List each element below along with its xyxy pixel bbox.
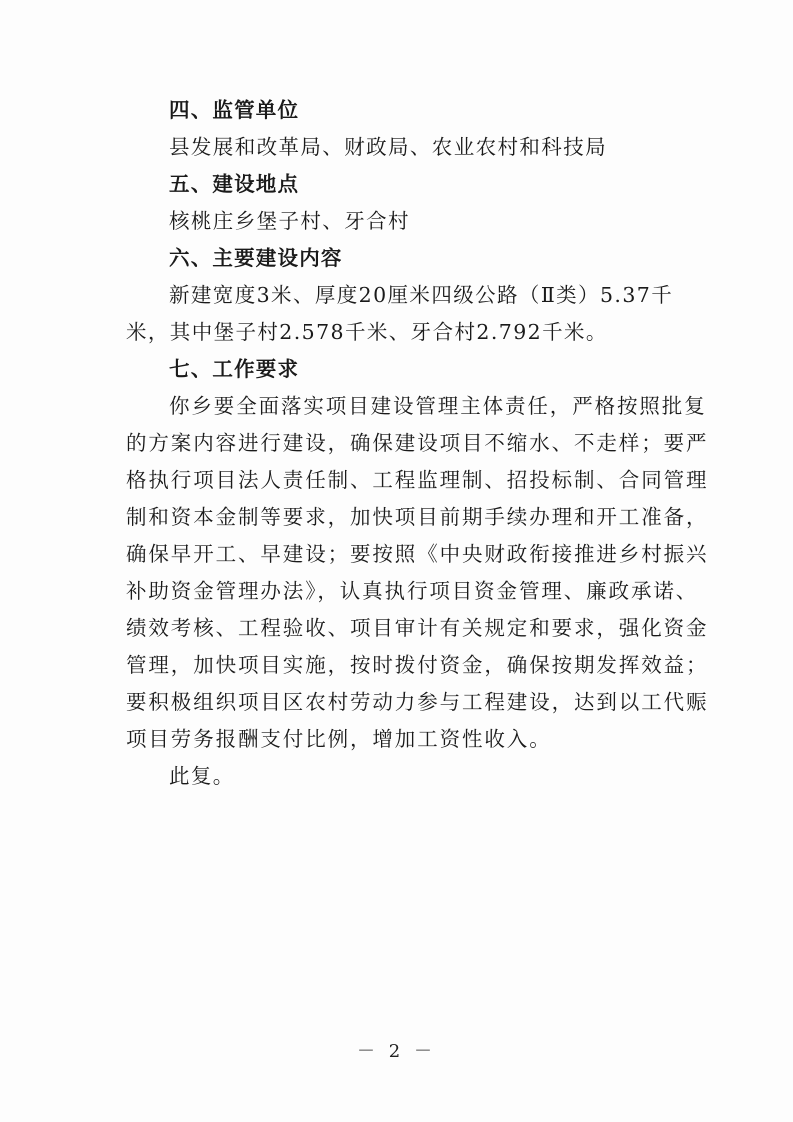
section-heading-supervision: 四、监管单位 — [169, 98, 300, 122]
section-heading-location: 五、建设地点 — [169, 172, 300, 196]
requirements-text-line: 确保早开工、早建设；要按照《中央财政衔接推进乡村振兴 — [126, 542, 709, 566]
section-heading-content: 六、主要建设内容 — [169, 246, 343, 270]
section-text-supervision: 县发展和改革局、财政局、农业农村和科技局 — [169, 135, 607, 159]
page-number: － 2 － — [357, 1041, 436, 1062]
requirements-text-line: 你乡要全面落实项目建设管理主体责任，严格按照批复 — [169, 394, 707, 418]
document-body — [126, 92, 709, 795]
requirements-text-line: 项目劳务报酬支付比例，增加工资性收入。 — [126, 727, 552, 751]
requirements-text-line: 绩效考核、工程验收、项目审计有关规定和要求，强化资金 — [126, 616, 709, 640]
section-text-content-line: 米，其中堡子村2.578千米、牙合村2.792千米。 — [126, 320, 608, 344]
section-text-location: 核桃庄乡堡子村、牙合村 — [169, 209, 410, 233]
requirements-text-line: 要积极组织项目区农村劳动力参与工程建设，达到以工代赈 — [126, 690, 709, 714]
requirements-text-line: 制和资本金制等要求，加快项目前期手续办理和开工准备， — [126, 505, 709, 529]
requirements-text-line: 格执行项目法人责任制、工程监理制、招投标制、合同管理 — [126, 468, 709, 492]
requirements-text-line: 补助资金管理办法》，认真执行项目资金管理、廉政承诺、 — [126, 579, 699, 603]
closing-text: 此复。 — [169, 764, 235, 788]
section-heading-requirements: 七、工作要求 — [169, 357, 300, 381]
requirements-text-line: 的方案内容进行建设，确保建设项目不缩水、不走样；要严 — [126, 431, 709, 455]
section-text-content-line: 新建宽度3米、厚度20厘米四级公路（Ⅱ类）5.37千 — [169, 283, 674, 307]
requirements-text-line: 管理，加快项目实施，按时拨付资金，确保按期发挥效益； — [126, 653, 709, 677]
